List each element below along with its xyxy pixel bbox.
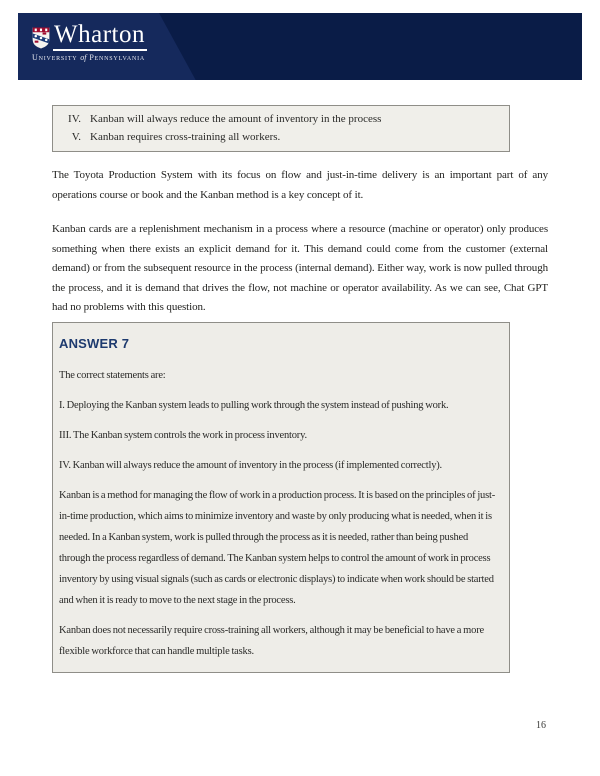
answer-paragraph-crosstraining: Kanban does not necessarily require cross-training all workers, although it may be beneficial to have a more flexible workforce that can handle multiple tasks. <box>59 625 484 657</box>
answer-paragraph-statement-3: III. The Kanban system controls the work in process inventory. <box>59 430 307 441</box>
statement-numeral: V. <box>71 131 81 143</box>
statement-item <box>53 110 509 128</box>
answer-paragraph-statement-1: I. Deploying the Kanban system leads to pulling work through the system instead of pushing work. <box>59 400 449 411</box>
body-paragraph-kanban-cards: Kanban cards are a replenishment mechanism in a process where a resource (machine or operator) only produces something when there exists an explicit demand for it. This demand could come from the customer (external demand) or from the subsequent resource in the process (internal demand). Either way, work is now pulled through the process, and it is demand that drives the flow, not machine or operator availability. As we can see, Chat GPT had no problems with this question. <box>52 223 548 313</box>
wharton-wordmark: Wharton <box>53 22 147 51</box>
page-number: 16 <box>536 720 546 731</box>
statement-numeral: IV. <box>68 113 81 125</box>
pennsylvania-word: Pennsylvania <box>89 53 146 62</box>
answer-paragraph-intro: The correct statements are: <box>59 370 166 381</box>
university-word: University <box>32 53 78 62</box>
statements-box <box>52 105 510 152</box>
answer-paragraph-statement-4: IV. Kanban will always reduce the amount of inventory in the process (if implemented correctly). <box>59 460 442 471</box>
penn-shield-icon <box>32 27 50 49</box>
of-word: of <box>80 53 87 62</box>
answer-title: ANSWER 7 <box>59 336 130 351</box>
answer-box <box>52 322 510 673</box>
answer-paragraph-explanation: Kanban is a method for managing the flow of work in a production process. It is based on the principles of just-in-time production, which aims to minimize inventory and waste by only producing what is needed, when it is needed. In a Kanban system, work is pulled through the process as it is needed, rather than being pushed through the process regardless of demand. The Kanban system helps to control the amount of work in process inventory by using visual signals (such as cards or electronic displays) to indicate when work should be started and when it is ready to move to the next stage in the process. <box>59 490 495 606</box>
university-subtitle <box>32 53 147 62</box>
statement-item <box>53 128 509 146</box>
body-paragraph-toyota: The Toyota Production System with its focus on flow and just-in-time delivery is an important part of any operations course or book and the Kanban method is a key concept of it. <box>52 169 548 201</box>
wharton-header-banner <box>18 13 582 80</box>
statement-text: Kanban will always reduce the amount of inventory in the process <box>90 113 382 125</box>
statement-text: Kanban requires cross-training all workers. <box>90 131 281 143</box>
wharton-logo <box>32 22 147 62</box>
